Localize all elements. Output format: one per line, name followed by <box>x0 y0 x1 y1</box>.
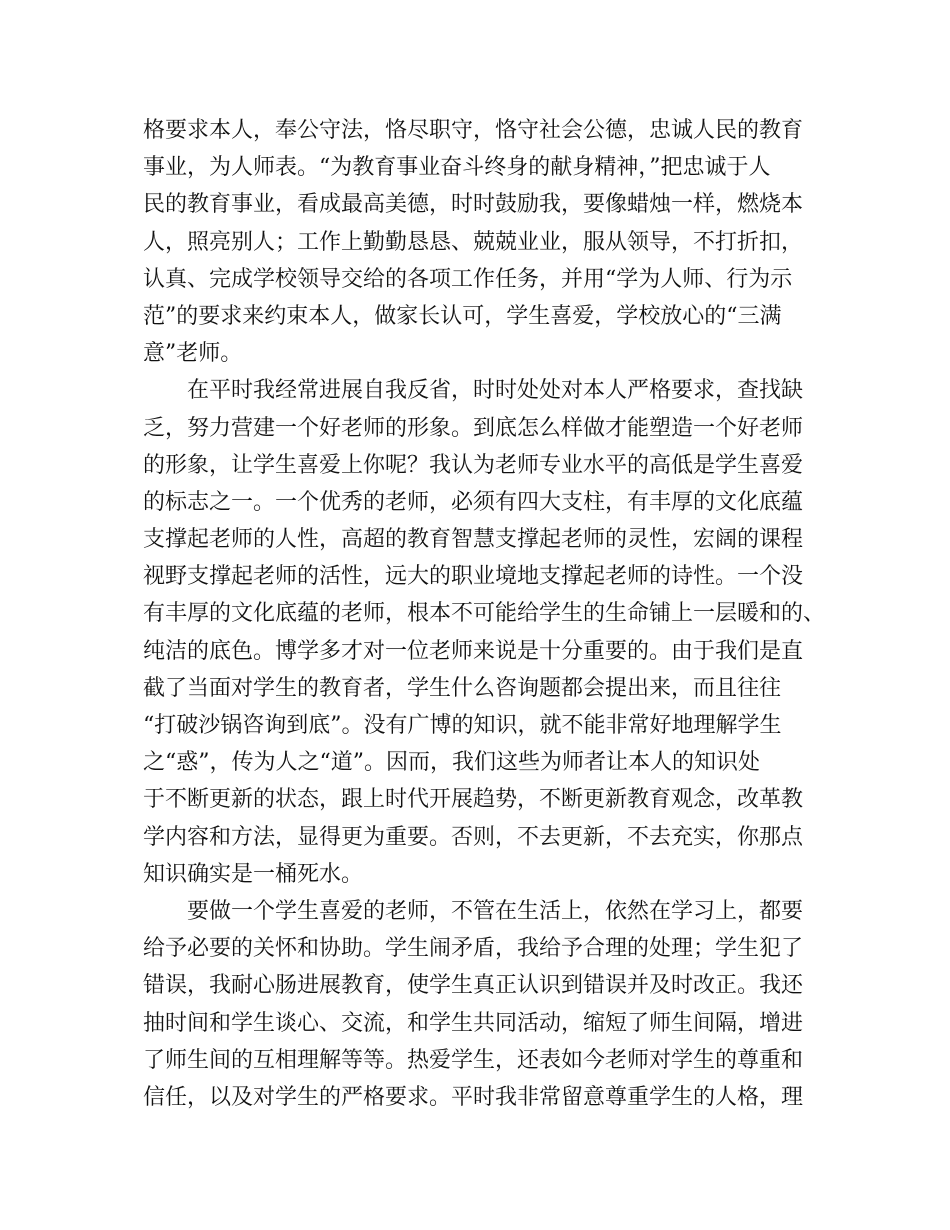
text-line: 有丰厚的文化底蕴的老师，根本不可能给学生的生命铺上一层暖和的、 <box>143 601 826 627</box>
text-line: 支撑起老师的人性，高超的教育智慧支撑起老师的灵性，宏阔的课程 <box>143 527 804 553</box>
text-line: 错误，我耐心肠进展教育，使学生真正认识到错误并及时改正。我还 <box>143 973 804 999</box>
text-line: 民的教育事业，看成最高美德，时时鼓励我，要像蜡烛一样，燃烧本 <box>143 192 804 218</box>
text-line: 意”老师。 <box>143 341 243 367</box>
body-text <box>143 112 826 1116</box>
text-line: 要做一个学生喜爱的老师，不管在生活上，依然在学习上，都要 <box>187 898 804 924</box>
text-line: 认真、完成学校领导交给的各项工作任务，并用“学为人师、行为示 <box>143 266 793 292</box>
paragraph <box>143 112 823 372</box>
text-line: 抽时间和学生谈心、交流，和学生共同活动，缩短了师生间隔，增进 <box>143 1010 804 1036</box>
text-line: 乏，努力营建一个好老师的形象。到底怎么样做才能塑造一个好老师 <box>143 415 804 441</box>
text-line: 的形象，让学生喜爱上你呢？我认为老师专业水平的高低是学生喜爱 <box>143 452 804 478</box>
paragraph <box>143 893 823 1116</box>
text-line: 学内容和方法，显得更为重要。否则，不去更新，不去充实，你那点 <box>143 824 804 850</box>
text-line: 知识确实是一桶死水。 <box>143 861 364 887</box>
text-line: 的标志之一。一个优秀的老师，必须有四大支柱，有丰厚的文化底蕴 <box>143 489 804 515</box>
text-line: 人，照亮别人；工作上勤勤恳恳、兢兢业业，服从领导，不打折扣， <box>143 229 804 255</box>
text-line: 格要求本人，奉公守法，恪尽职守，恪守社会公德，忠诚人民的教育 <box>143 118 804 143</box>
text-line: 给予必要的关怀和协助。学生闹矛盾，我给予合理的处理；学生犯了 <box>143 936 804 962</box>
text-line: 事业，为人师表。“为教育事业奋斗终身的献身精神，”把忠诚于人 <box>143 155 771 181</box>
text-line: “打破沙锅咨询到底”。没有广博的知识，就不能非常好地理解学生 <box>143 713 782 738</box>
text-line: 了师生间的互相理解等等。热爱学生，还表如今老师对学生的尊重和 <box>143 1047 804 1073</box>
paragraph <box>143 372 826 893</box>
text-line: 之“惑”，传为人之“道”。因而，我们这些为师者让本人的知识处 <box>143 750 760 776</box>
text-line: 在平时我经常进展自我反省，时时处处对本人严格要求，查找缺 <box>187 378 804 404</box>
text-line: 截了当面对学生的教育者，学生什么咨询题都会提出来，而且往往 <box>143 675 782 701</box>
text-line: 纯洁的底色。博学多才对一位老师来说是十分重要的。由于我们是直 <box>143 638 804 664</box>
text-line: 于不断更新的状态，跟上时代开展趋势，不断更新教育观念，改革教 <box>143 787 804 813</box>
text-line: 视野支撑起老师的活性，远大的职业境地支撑起老师的诗性。一个没 <box>143 564 804 590</box>
text-line: 范”的要求来约束本人，做家长认可，学生喜爱，学校放心的“三满 <box>143 303 782 329</box>
text-line: 信任，以及对学生的严格要求。平时我非常留意尊重学生的人格，理 <box>143 1084 804 1110</box>
